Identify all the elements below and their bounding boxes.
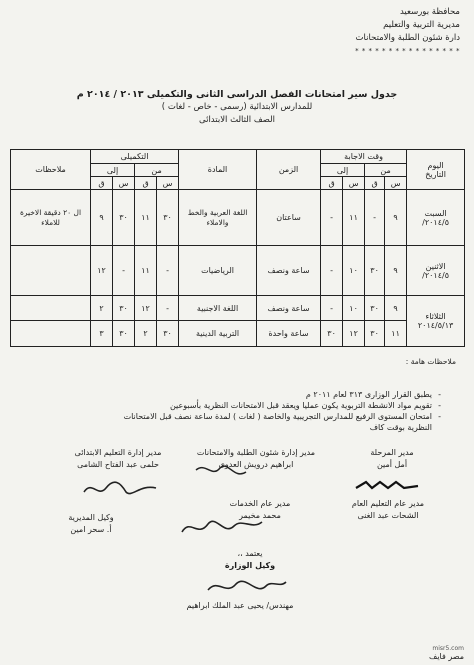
remarks-cell <box>11 246 91 296</box>
to-s-cell: ١١ <box>343 190 365 246</box>
table-row <box>11 246 465 296</box>
general-education-name: الشحات عبد الغنى <box>357 511 419 520</box>
sup-from-s-cell: ٣٠ <box>157 190 179 246</box>
table-row <box>11 321 465 347</box>
duration-cell: ساعة ونصف <box>257 246 321 296</box>
services-name: محمد مخيمر <box>239 511 281 520</box>
remarks-cell <box>11 296 91 321</box>
header-remarks: ملاحظات <box>11 150 91 190</box>
header-sup-from-q: ق <box>135 177 157 190</box>
ministry-deputy-name: مهندس/ يحيى عبد الملك ابراهيم <box>186 601 294 610</box>
from-s-cell: ٩ <box>385 296 407 321</box>
grade-subtitle: الصف الثالث الابتدائى <box>199 115 275 125</box>
header-from-s: س <box>385 177 407 190</box>
to-q-cell: ٣٠ <box>321 321 343 347</box>
stage-director-title: مدير المرحلة <box>370 448 414 457</box>
general-education-signature <box>318 498 458 522</box>
stage-director-name: أمل أمين <box>376 460 408 469</box>
letterhead <box>355 6 460 58</box>
sup-from-q-cell: ١٢ <box>135 296 157 321</box>
ministry-deputy-title: وكيل الوزارة <box>224 561 276 570</box>
sup-to-s-cell: ٣٠ <box>113 190 135 246</box>
to-s-cell: ١٠ <box>343 296 365 321</box>
stars-divider: * * * * * * * * * * * * * * * * <box>355 47 460 55</box>
day-date: ٢٠١٤/٥/١٣ <box>417 321 454 330</box>
from-s-cell: ١١ <box>385 321 407 347</box>
header-to-s: س <box>343 177 365 190</box>
subject-cell: اللغة الاجنبية <box>179 296 257 321</box>
header-sup-to-s: س <box>113 177 135 190</box>
sup-to-s-cell: ٣٠ <box>113 296 135 321</box>
notes-heading: ملاحظات هامة : <box>405 357 456 366</box>
handwritten-signature <box>190 460 250 482</box>
header-sup-to: إلى <box>91 164 135 177</box>
sup-from-q-cell: ٢ <box>135 321 157 347</box>
header-subject: المادة <box>179 150 257 190</box>
approval-block <box>150 548 350 572</box>
primary-director-name: حلمى عبد الفتاح الشامى <box>77 460 159 469</box>
sup-to-s-cell: - <box>113 246 135 296</box>
from-s-cell: ٩ <box>385 190 407 246</box>
handwritten-signature <box>200 574 290 600</box>
schedule-table-wrapper <box>10 149 464 346</box>
remarks-cell: ال ٢٠ دقيقة الاخيرة للاملاء <box>11 190 91 246</box>
watermark-url: misr5.com <box>432 645 464 652</box>
from-q-cell: ٣٠ <box>365 246 385 296</box>
day-name: السبت <box>424 208 447 218</box>
ministry-deputy-name-block <box>140 600 340 612</box>
day-cell <box>407 246 465 296</box>
remarks-cell <box>11 321 91 347</box>
table-row <box>11 296 465 321</box>
day-cell <box>407 296 465 347</box>
schedule-table <box>10 149 465 347</box>
subject-cell: التربية الدينية <box>179 321 257 347</box>
sup-to-q-cell: ١٢ <box>91 246 113 296</box>
from-q-cell: - <box>365 190 385 246</box>
department-text: دارة شئون الطلبة والامتحانات <box>355 33 460 43</box>
student-affairs-title: مدير إدارة شئون الطلبة والامتحانات <box>196 448 316 457</box>
note-item: - تقويم مواد الانشطة التربوية يكون عمليا ويعقد قبل الامتحانات النظرية بأسبوعين <box>116 400 432 411</box>
duration-cell: ساعة واحدة <box>257 321 321 347</box>
document-title-block <box>40 88 434 127</box>
important-notes <box>116 356 456 433</box>
duration-cell: ساعة ونصف <box>257 296 321 321</box>
deputy-title: وكيل المديرية <box>68 513 114 522</box>
handwritten-signature <box>176 512 266 542</box>
sup-to-s-cell: ٣٠ <box>113 321 135 347</box>
to-q-cell: - <box>321 246 343 296</box>
student-affairs-name: ابراهيم درويش العدوى <box>218 460 294 469</box>
day-name: الثلاثاء <box>425 312 446 321</box>
watermark-site: مصر فايف <box>429 652 464 661</box>
sup-to-q-cell: ٣ <box>91 321 113 347</box>
to-s-cell: ١٢ <box>343 321 365 347</box>
sup-from-s-cell: - <box>157 246 179 296</box>
governorate-text: محافظة بورسعيد <box>399 7 460 17</box>
to-q-cell: - <box>321 296 343 321</box>
sup-from-q-cell: ١١ <box>135 246 157 296</box>
from-s-cell: ٩ <box>385 246 407 296</box>
handwritten-signature <box>80 478 160 500</box>
day-name: الاثنين <box>425 261 446 271</box>
sup-from-q-cell: ١١ <box>135 190 157 246</box>
sup-to-q-cell: ٢ <box>91 296 113 321</box>
header-sup-from-s: س <box>157 177 179 190</box>
stage-director-signature <box>352 447 432 471</box>
directorate-text: مديرية التربية والتعليم <box>383 20 460 30</box>
sup-to-q-cell: ٩ <box>91 190 113 246</box>
header-supplementary: التكميلى <box>91 150 179 164</box>
day-date: ٢٠١٤/٥/ <box>422 270 450 280</box>
note-item: - امتحان المستوى الرفيع للمدارس التجريبية والخاصة ( لغات ) لمدة ساعة نصف قبل الامتحانات النظرية بوقت كاف <box>116 411 432 433</box>
header-from-q: ق <box>365 177 385 190</box>
header-sup-to-q: ق <box>91 177 113 190</box>
sup-from-s-cell: - <box>157 296 179 321</box>
to-q-cell: - <box>321 190 343 246</box>
deputy-name: أ. سحر امين <box>70 525 112 534</box>
from-q-cell: ٣٠ <box>365 296 385 321</box>
deputy-signature <box>26 512 156 536</box>
table-row <box>11 190 465 246</box>
sup-from-s-cell: ٣٠ <box>157 321 179 347</box>
services-title: مدير عام الخدمات <box>229 499 291 508</box>
note-item: - يطبق القرار الوزارى ٣١٣ لعام ٢٠١١ م <box>116 389 432 400</box>
header-to-q: ق <box>321 177 343 190</box>
header-date: التاريخ <box>425 169 446 179</box>
header-duration: الزمن <box>257 150 321 190</box>
approved-text: يعتمد ،، <box>237 549 263 558</box>
header-to: إلى <box>321 164 365 177</box>
from-q-cell: ٣٠ <box>365 321 385 347</box>
header-from: من <box>365 164 407 177</box>
schedule-title: جدول سير امتحانات الفصل الدراسى الثانى والتكميلى ٢٠١٣ / ٢٠١٤ م <box>76 89 398 100</box>
general-education-title: مدير عام التعليم العام <box>351 499 425 508</box>
duration-cell: ساعتان <box>257 190 321 246</box>
schools-subtitle: للمدارس الابتدائية (رسمى - خاص - لغات ) <box>161 102 313 112</box>
day-date: ٢٠١٤/٥/ <box>422 217 450 227</box>
notes-list <box>116 389 446 433</box>
subject-cell: اللغة العربية والخط والاملاء <box>179 190 257 246</box>
day-cell <box>407 190 465 246</box>
header-sup-from: من <box>135 164 179 177</box>
site-watermark <box>429 645 464 661</box>
header-day: اليوم <box>427 160 444 170</box>
subject-cell: الرياضيات <box>179 246 257 296</box>
primary-director-signature <box>48 447 188 471</box>
header-day-date <box>407 150 465 190</box>
handwritten-signature <box>352 476 422 494</box>
header-answer-time: وقت الاجابة <box>321 150 407 164</box>
primary-director-title: مدير إدارة التعليم الابتدائى <box>74 448 162 457</box>
to-s-cell: ١٠ <box>343 246 365 296</box>
